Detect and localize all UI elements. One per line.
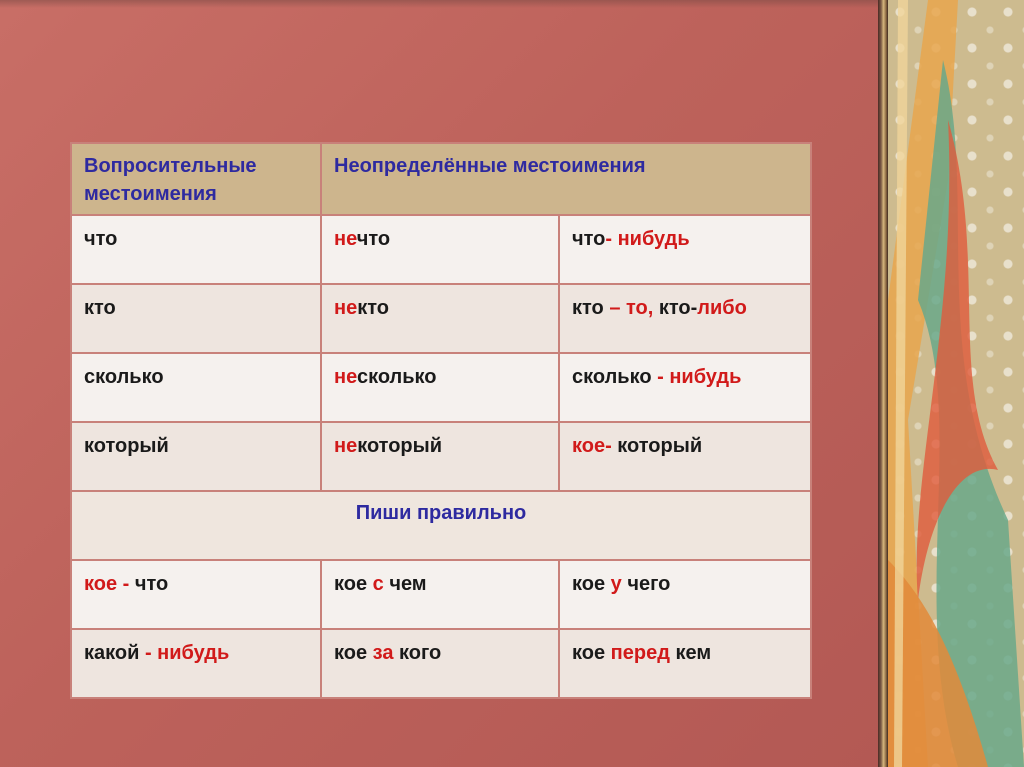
cell-example bbox=[559, 629, 811, 698]
pronoun-stem: кое bbox=[334, 573, 373, 595]
prefix-koe: кое- bbox=[572, 435, 612, 457]
table-row bbox=[71, 284, 811, 353]
cell-indefinite-suffix bbox=[559, 284, 811, 353]
pronoun-stem: какой bbox=[84, 642, 145, 664]
table-note-row bbox=[71, 491, 811, 560]
preposition: с bbox=[372, 573, 384, 595]
suffix-nibud: - нибудь bbox=[144, 642, 230, 664]
pronoun-stem: что bbox=[129, 573, 169, 595]
cell-example bbox=[321, 629, 559, 698]
cell-indefinite-suffix bbox=[559, 353, 811, 422]
cell-indefinite-ne bbox=[321, 353, 559, 422]
pronoun-stem: сколько bbox=[572, 366, 658, 388]
prefix-ne: не bbox=[334, 435, 358, 457]
table-row bbox=[71, 215, 811, 284]
pronoun-stem: который bbox=[611, 435, 703, 457]
cell-interrogative: кто bbox=[71, 284, 321, 353]
pronouns-table bbox=[70, 142, 812, 699]
preposition: перед bbox=[610, 642, 670, 664]
pronoun-stem: что bbox=[572, 228, 606, 250]
pronoun-stem: кем bbox=[669, 642, 712, 664]
pronoun-stem: кто bbox=[357, 297, 389, 319]
pronoun-stem: чего bbox=[621, 573, 671, 595]
note-write-correctly: Пиши правильно bbox=[71, 491, 811, 560]
decorative-side-panel bbox=[888, 0, 1024, 767]
pronoun-stem: кое bbox=[572, 573, 611, 595]
suffix-to: – то, bbox=[609, 297, 654, 319]
cell-indefinite-suffix bbox=[559, 215, 811, 284]
suffix-nibud: - нибудь bbox=[605, 228, 690, 250]
prefix-koe: кое - bbox=[84, 573, 130, 595]
pronoun-stem: кто- bbox=[653, 297, 698, 319]
cell-indefinite-suffix bbox=[559, 422, 811, 491]
header-indefinite-pronouns: Неопределённые местоимения bbox=[321, 143, 811, 215]
cell-interrogative: что bbox=[71, 215, 321, 284]
cell-interrogative: сколько bbox=[71, 353, 321, 422]
pronoun-stem: кто bbox=[572, 297, 610, 319]
table-row bbox=[71, 353, 811, 422]
cell-example bbox=[321, 560, 559, 629]
preposition: у bbox=[610, 573, 622, 595]
pronoun-stem: сколько bbox=[356, 366, 437, 388]
pronoun-stem: чем bbox=[383, 573, 427, 595]
table-row bbox=[71, 629, 811, 698]
pronoun-stem: который bbox=[357, 435, 443, 457]
table-row bbox=[71, 422, 811, 491]
table-row bbox=[71, 560, 811, 629]
cell-interrogative: который bbox=[71, 422, 321, 491]
slide-divider bbox=[878, 0, 888, 767]
cell-example bbox=[71, 560, 321, 629]
pronoun-stem: кое bbox=[334, 642, 373, 664]
suffix-libo: либо bbox=[697, 297, 747, 319]
prefix-ne: не bbox=[334, 366, 357, 388]
cell-indefinite-ne bbox=[321, 422, 559, 491]
cell-indefinite-ne bbox=[321, 284, 559, 353]
pronoun-stem: кого bbox=[393, 642, 442, 664]
cell-example bbox=[559, 560, 811, 629]
decorative-ribbons-illustration bbox=[888, 0, 1024, 767]
pronoun-stem: что bbox=[356, 228, 391, 250]
preposition: за bbox=[372, 642, 394, 664]
prefix-ne: не bbox=[334, 297, 358, 319]
cell-example bbox=[71, 629, 321, 698]
table-header-row bbox=[71, 143, 811, 215]
suffix-nibud: - нибудь bbox=[657, 366, 742, 388]
prefix-ne: не bbox=[334, 228, 357, 250]
pronoun-stem: кое bbox=[572, 642, 611, 664]
cell-indefinite-ne bbox=[321, 215, 559, 284]
header-interrogative-pronouns: Вопросительные местоимения bbox=[71, 143, 321, 215]
